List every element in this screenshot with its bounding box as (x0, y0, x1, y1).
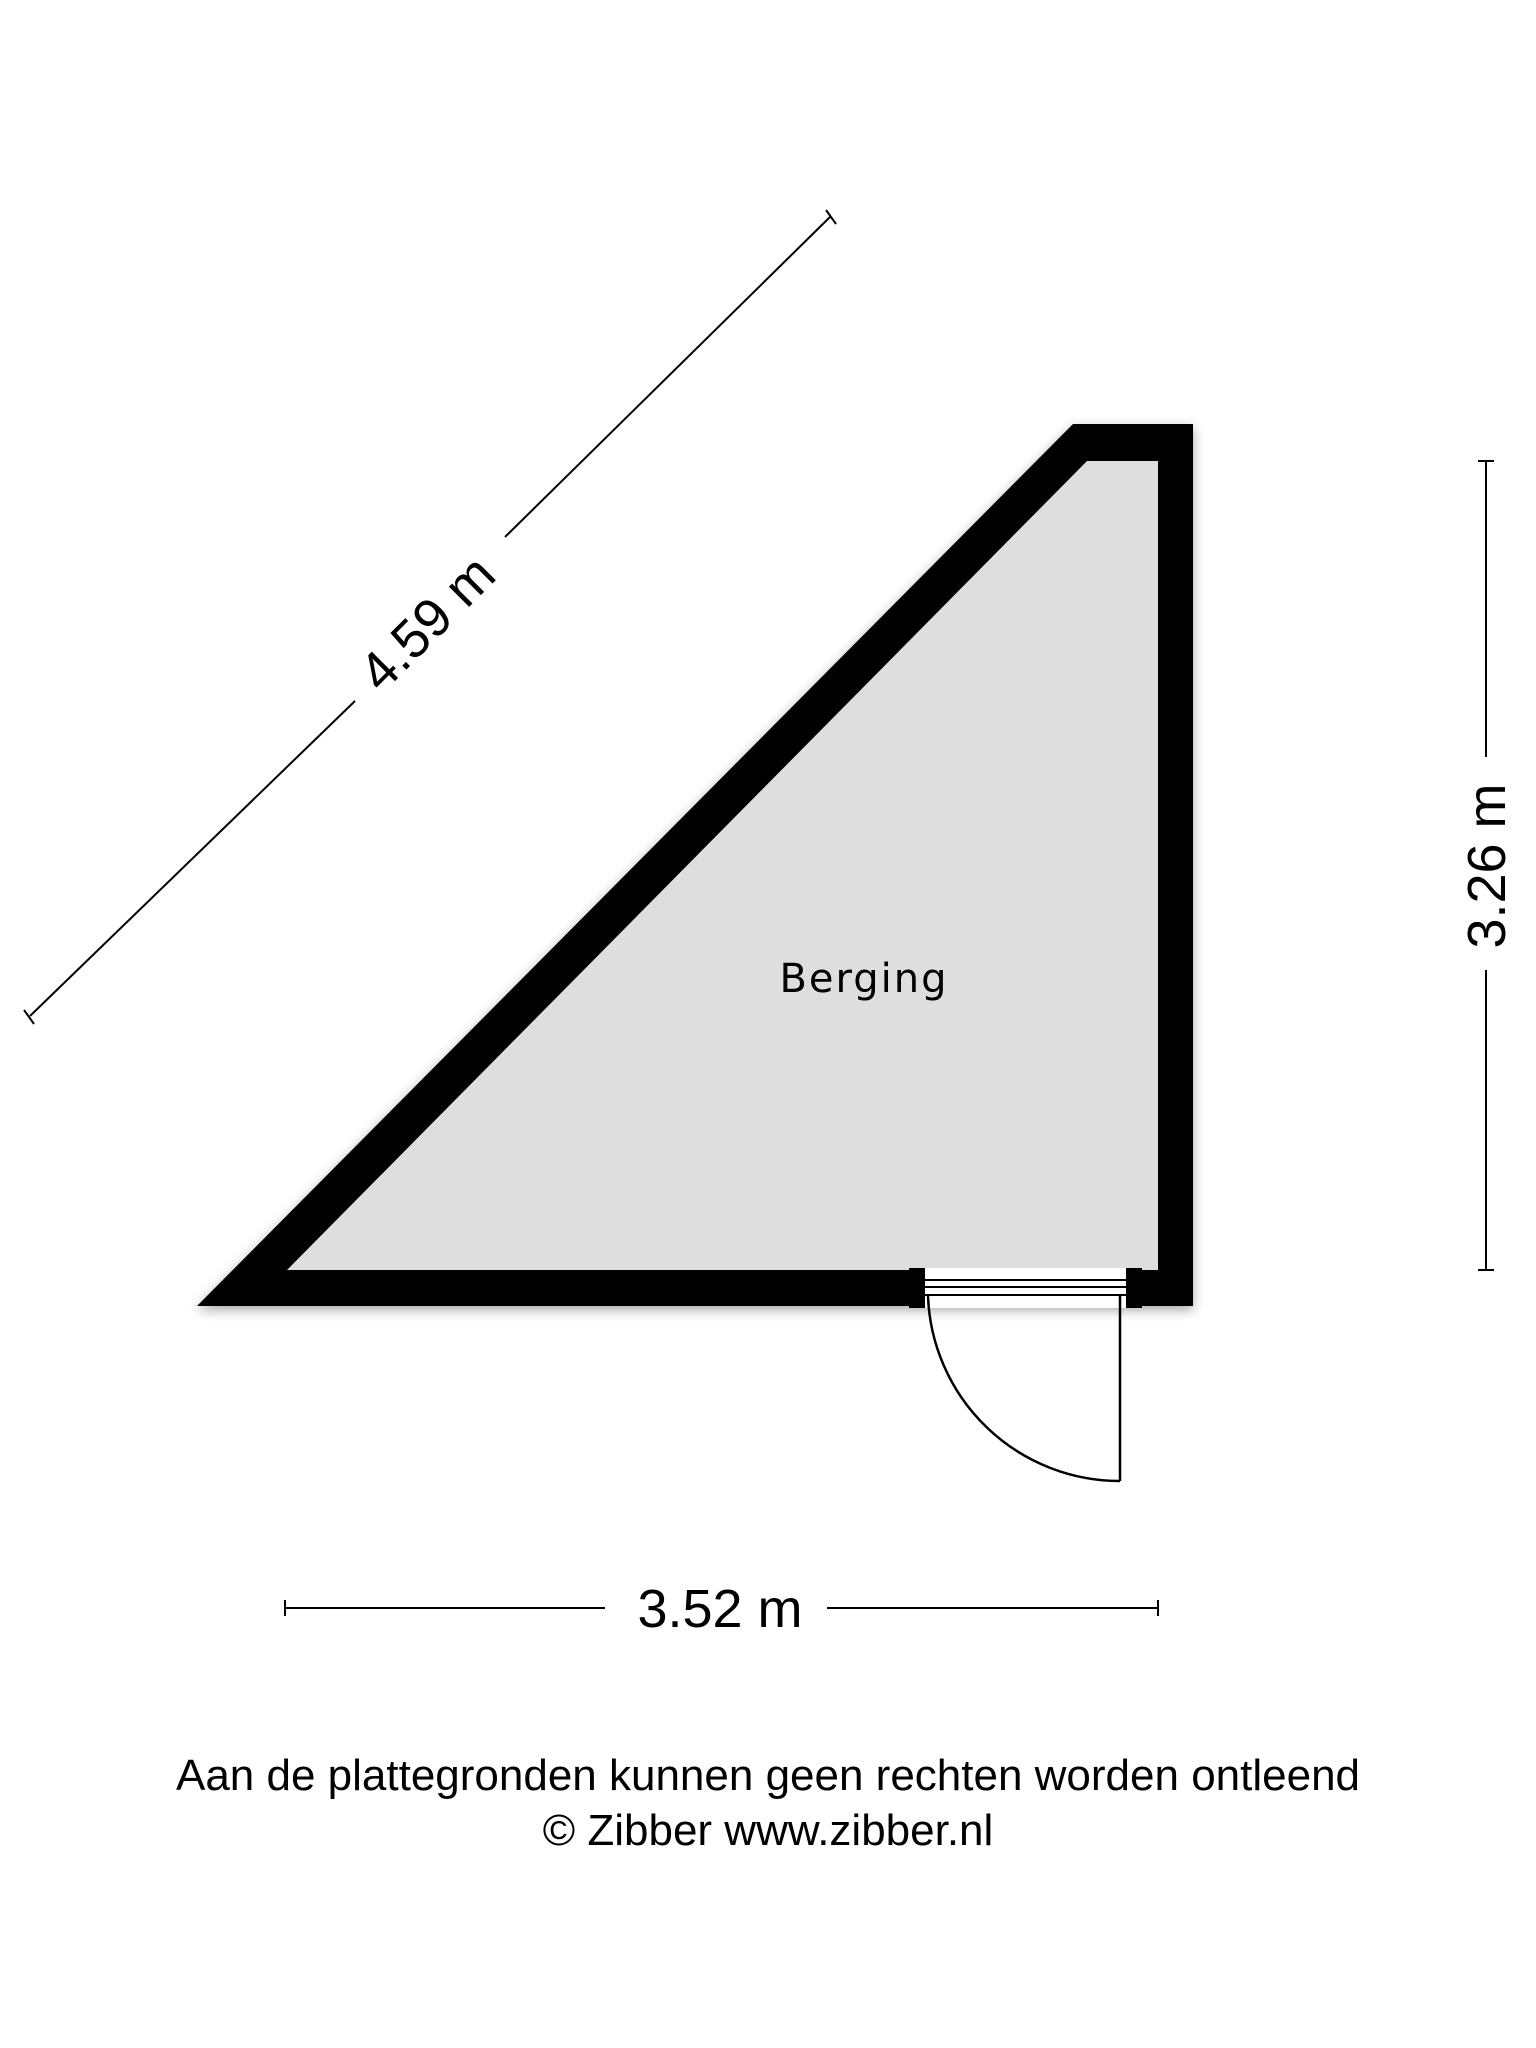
dimension-label-diagonal: 4.59 m (347, 543, 507, 703)
dimension-label-height: 3.26 m (1457, 783, 1517, 949)
dimension-vertical (1457, 461, 1517, 1270)
door-swing-arc (928, 1296, 1120, 1481)
room-berging (197, 424, 1193, 1481)
dimension-line (505, 217, 830, 537)
dimension-tick (826, 210, 836, 224)
dimension-horizontal (285, 1579, 1158, 1639)
dimension-tick (24, 1010, 34, 1024)
dimension-label-width: 3.52 m (637, 1579, 803, 1639)
door-jamb-left (909, 1268, 925, 1308)
room-label: Berging (779, 956, 949, 1002)
dimension-line (30, 701, 355, 1016)
copyright-text: © Zibber www.zibber.nl (542, 1806, 994, 1855)
disclaimer-text: Aan de plattegronden kunnen geen rechten worden ontleend (175, 1751, 1361, 1800)
room-floor (287, 461, 1158, 1270)
door-jamb-right (1126, 1268, 1142, 1308)
